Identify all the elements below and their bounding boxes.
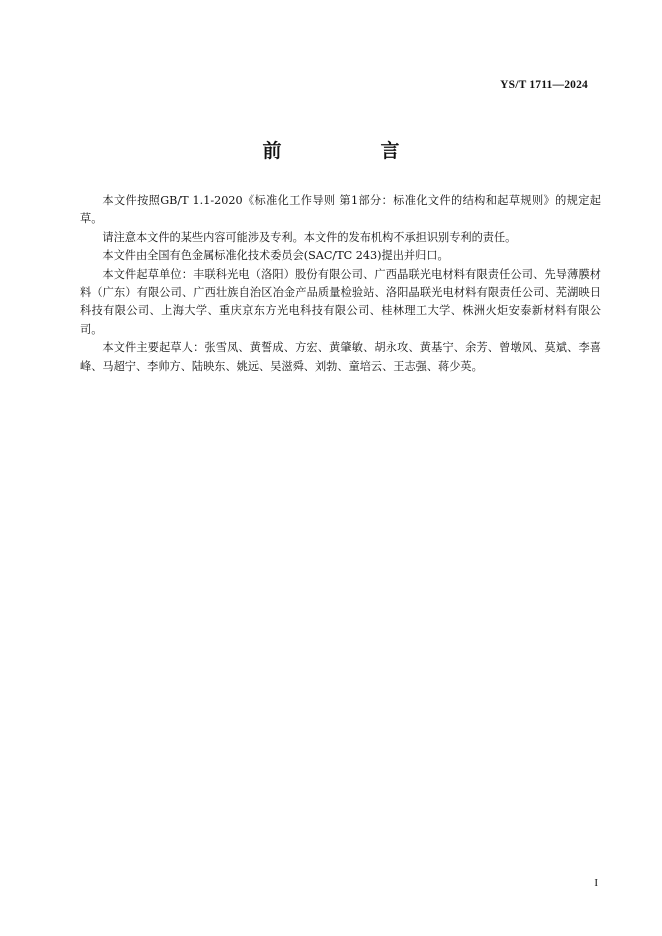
paragraph-drafting-rules: 本文件按照GB/T 1.1-2020《标准化工作导则 第1部分：标准化文件的结构和起草规则》的规定起草。	[80, 194, 601, 226]
paragraph-main-drafters: 本文件主要起草人：张雪凤、黄誓成、方宏、黄肇敏、胡永攻、黄基宁、余芳、曾墩风、莫斌、李喜峰、马超宁、李帅方、陆映东、姚远、吴滋舜、刘勃、童培云、王志强、蒋少英。	[80, 341, 601, 373]
paragraph-committee: 本文件由全国有色金属标准化技术委员会(SAC/TC 243)提出并归口。	[102, 249, 449, 263]
page-number: I	[594, 877, 598, 889]
paragraph-drafting-units: 本文件起草单位：丰联科光电（洛阳）股份有限公司、广西晶联光电材料有限责任公司、先导薄膜材料（广东）有限公司、广西壮族自治区冶金产品质量检验站、洛阳晶联光电材料有限责任公司、芜湖映日科技有限公司、上海大学、重庆京东方光电科技有限公司、桂林理工大学、株洲火炬安泰新材料有限公司。	[80, 267, 601, 336]
page-title: 前 言	[262, 140, 440, 162]
foreword-body	[80, 192, 601, 376]
paragraph-patent-notice: 请注意本文件的某些内容可能涉及专利。本文件的发布机构不承担识别专利的责任。	[102, 230, 517, 244]
standard-code: YS/T 1711—2024	[500, 79, 588, 91]
